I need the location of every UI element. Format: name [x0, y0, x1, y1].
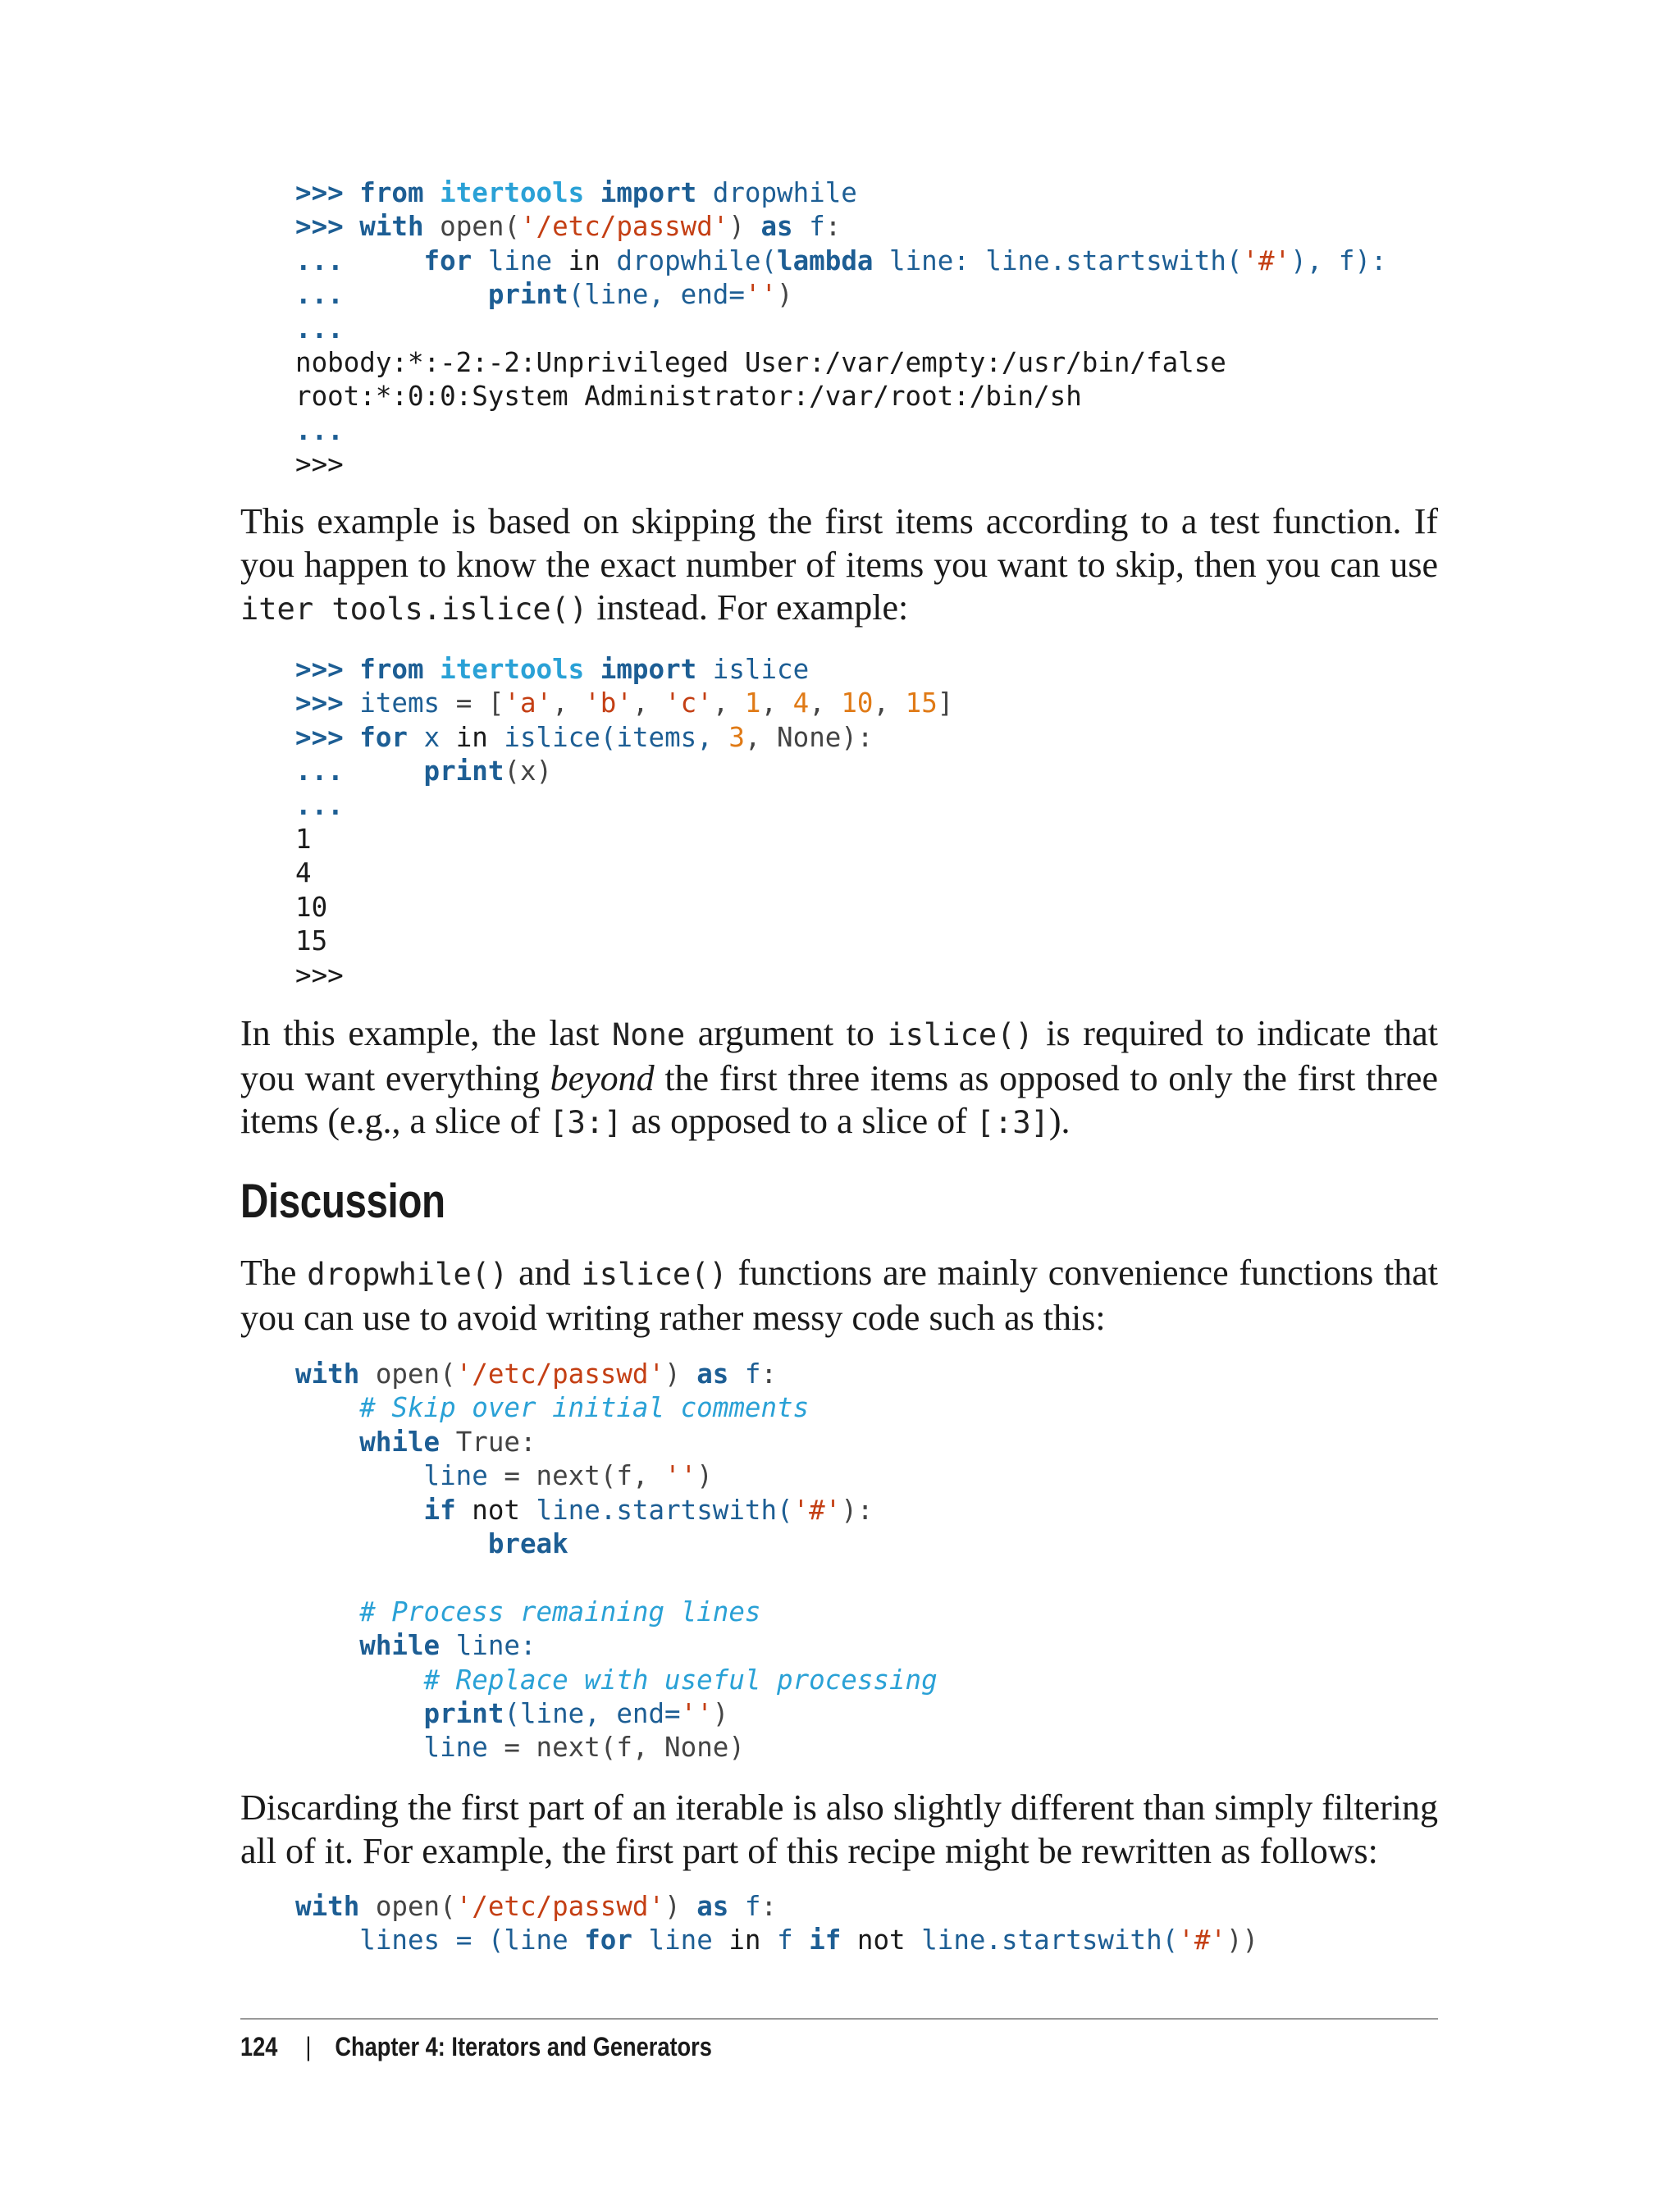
code-token: 'a'	[504, 687, 553, 719]
code-line	[295, 244, 1387, 278]
code-line	[295, 1426, 938, 1459]
code-token: 10	[841, 687, 874, 719]
text-run: Discarding the first part of an iterable is also slightly different than simply filtering all of it. For example, the first part of this recipe might be rewritten as follows:	[240, 1787, 1438, 1871]
text-run: the first three items as opposed to only the first three items (e.g., a slice of	[240, 1057, 1438, 1141]
code-token: f	[744, 1891, 761, 1922]
code-line	[295, 1391, 938, 1425]
code-token: ...	[295, 244, 424, 276]
code-token	[295, 1460, 424, 1491]
code-token: root:*:0:0:System Administrator:/var/root:/bin/sh	[295, 381, 1082, 413]
code-token: ,	[632, 687, 665, 719]
code-token: print	[423, 1697, 504, 1729]
code-token: with	[359, 211, 441, 243]
code-token: = next(f,	[504, 1460, 665, 1492]
code-token: line	[648, 1924, 729, 1956]
code-token: 3	[728, 721, 745, 753]
inline-code: dropwhile()	[307, 1257, 509, 1292]
code-token: not	[472, 1494, 536, 1526]
code-token: ...	[295, 279, 488, 311]
code-token: (x)	[504, 756, 553, 788]
code-token: items	[359, 687, 456, 719]
code-line	[295, 1527, 938, 1561]
code-block-islice	[295, 653, 953, 993]
code-token: >>>	[295, 449, 344, 481]
code-token: '/etc/passwd'	[455, 1891, 665, 1922]
code-token: '/etc/passwd'	[455, 1358, 665, 1390]
code-token: open(	[375, 1891, 456, 1922]
text-run: argument to	[685, 1013, 888, 1053]
code-token: >>>	[295, 654, 360, 685]
code-token: not	[856, 1924, 922, 1956]
code-token: dropwhile	[712, 177, 857, 208]
code-token: )	[712, 1697, 729, 1729]
code-line	[295, 823, 953, 856]
code-token: # Replace with useful processing	[423, 1664, 938, 1696]
inline-code: [3:]	[549, 1105, 623, 1140]
code-token: '#'	[1178, 1924, 1226, 1956]
code-line	[295, 1596, 938, 1629]
code-line	[295, 448, 1387, 482]
page-number: 124	[240, 2032, 278, 2061]
text-run: as opposed to a slice of	[622, 1101, 976, 1141]
code-token: ,	[760, 687, 793, 719]
code-line	[295, 789, 953, 823]
inline-code: islice()	[887, 1017, 1034, 1052]
code-token: f	[744, 1358, 761, 1390]
code-token	[295, 1528, 488, 1559]
text-run: This example is based on skipping the first items according to a test function. If you happen to know the exact number of items you want to skip, then you can use	[240, 501, 1438, 585]
code-token: with	[295, 1891, 376, 1922]
text-run: ).	[1048, 1101, 1071, 1141]
code-token: open(	[375, 1358, 456, 1390]
code-token	[295, 1392, 359, 1423]
code-token: line:	[455, 1630, 536, 1662]
code-line	[295, 687, 953, 720]
code-line	[295, 924, 953, 958]
code-token: 15	[905, 687, 938, 719]
paragraph-islice-intro	[240, 500, 1438, 632]
code-block-dropwhile	[295, 176, 1387, 482]
text-run: The	[240, 1253, 308, 1293]
text-run: instead. For example:	[587, 587, 909, 628]
code-token: ...	[295, 756, 424, 788]
code-token: = [	[455, 687, 504, 719]
footer-separator: |	[305, 2032, 312, 2061]
code-token: print	[423, 756, 504, 788]
code-token	[295, 1924, 359, 1956]
code-token: ):	[841, 1494, 874, 1526]
code-line	[295, 380, 1387, 413]
code-line	[295, 1494, 938, 1527]
code-token: islice	[712, 654, 810, 685]
code-token: >>>	[295, 211, 360, 243]
code-token: ''	[744, 279, 778, 311]
code-line	[295, 1697, 938, 1731]
code-token: ...	[295, 414, 344, 446]
code-token	[295, 1427, 359, 1458]
code-token: # Process remaining lines	[359, 1596, 761, 1628]
inline-code: [:3]	[975, 1105, 1049, 1140]
code-token: ))	[1226, 1924, 1259, 1956]
code-token: , None):	[744, 721, 874, 753]
code-token	[295, 1596, 359, 1628]
code-token: print	[487, 279, 568, 311]
code-token: ''	[680, 1697, 713, 1729]
code-token	[295, 1630, 359, 1661]
section-heading-discussion: Discussion	[240, 1175, 445, 1228]
code-token: :	[824, 211, 842, 243]
chapter-title: Chapter 4: Iterators and Generators	[335, 2032, 712, 2061]
code-token: islice(items,	[504, 721, 729, 753]
code-token: = next(f, None)	[504, 1732, 745, 1764]
code-line	[295, 1731, 938, 1764]
code-token: for	[584, 1924, 649, 1956]
code-token: nobody:*:-2:-2:Unprivileged User:/var/empty:/usr/bin/false	[295, 346, 1226, 378]
code-token: 15	[295, 925, 328, 957]
code-token: 4	[792, 687, 810, 719]
code-token: x	[423, 721, 456, 753]
code-token: from	[359, 177, 441, 208]
code-token	[295, 1664, 424, 1696]
code-token: line	[423, 1732, 504, 1764]
code-line	[295, 653, 953, 687]
code-token: for	[359, 721, 424, 753]
code-token: dropwhile(	[616, 244, 778, 276]
code-token: lambda	[777, 244, 890, 276]
code-token: if	[809, 1924, 857, 1956]
code-line	[295, 1629, 938, 1663]
code-token: 4	[295, 857, 312, 889]
code-token: open(	[440, 211, 520, 243]
footer-divider	[240, 2018, 1438, 2020]
inline-code: islice()	[581, 1257, 728, 1292]
code-line	[295, 1664, 938, 1697]
code-token: 'b'	[584, 687, 632, 719]
code-line	[295, 210, 1387, 244]
code-line	[295, 959, 953, 993]
code-token: line: line.startswith(	[889, 244, 1243, 276]
code-token: 1	[744, 687, 761, 719]
code-token: itertools	[440, 654, 600, 685]
code-token: '#'	[1242, 244, 1291, 276]
code-token: 10	[295, 891, 328, 923]
code-block-messy-code	[295, 1358, 938, 1765]
page-footer	[240, 2026, 712, 2067]
code-line	[295, 1890, 1258, 1924]
inline-code: None	[612, 1017, 686, 1052]
text-run: In this example, the last	[240, 1013, 613, 1053]
code-token: # Skip over initial comments	[359, 1392, 810, 1424]
code-token: ,	[873, 687, 906, 719]
emphasis: beyond	[550, 1057, 655, 1098]
code-token: line	[487, 244, 568, 276]
code-line	[295, 313, 1387, 346]
code-token: ,	[712, 687, 745, 719]
code-line	[295, 346, 1387, 380]
code-line	[295, 1561, 938, 1595]
code-line	[295, 278, 1387, 312]
code-token: break	[487, 1527, 568, 1559]
paragraph-discarding	[240, 1787, 1438, 1873]
code-token: (line, end=	[568, 279, 745, 311]
inline-code: iter tools.islice()	[240, 591, 588, 627]
code-line	[295, 856, 953, 890]
code-token: True:	[455, 1426, 536, 1458]
code-token: )	[777, 279, 793, 311]
code-token: while	[359, 1630, 456, 1662]
text-run: and	[508, 1253, 582, 1293]
code-token: ...	[295, 789, 344, 821]
code-token: >>>	[295, 687, 360, 719]
code-token: f	[809, 211, 825, 243]
code-token	[295, 1698, 424, 1729]
code-line	[295, 1924, 1258, 1957]
code-token: as	[696, 1891, 745, 1922]
code-token: as	[760, 211, 810, 243]
code-token: in	[728, 1924, 778, 1956]
code-token: while	[359, 1426, 456, 1458]
paragraph-discussion	[240, 1252, 1438, 1340]
code-token: from	[359, 654, 441, 685]
code-token	[295, 1495, 424, 1526]
code-token: line	[423, 1460, 504, 1492]
code-token: ...	[295, 313, 344, 345]
code-token: with	[295, 1358, 376, 1390]
code-token: >>>	[295, 177, 360, 208]
code-token: = (line	[455, 1924, 585, 1956]
code-line	[295, 891, 953, 924]
code-token: line.startswith(	[921, 1924, 1179, 1956]
code-token: line.startswith(	[536, 1494, 793, 1526]
code-token: 'c'	[664, 687, 713, 719]
code-token: 1	[295, 823, 312, 855]
code-token	[295, 1732, 424, 1763]
code-line	[295, 414, 1387, 448]
text-run: is required to indicate that you want everything	[240, 1013, 1439, 1098]
code-line	[295, 721, 953, 755]
code-line	[295, 1459, 938, 1493]
code-token: ]	[937, 687, 954, 719]
code-token: import	[600, 177, 713, 208]
code-token: >>>	[295, 959, 344, 991]
code-token: :	[760, 1891, 778, 1922]
code-token: (line, end=	[504, 1697, 681, 1729]
code-token: in	[455, 721, 504, 753]
code-token: f	[777, 1924, 810, 1956]
code-token: )	[728, 211, 761, 243]
code-token: '/etc/passwd'	[519, 211, 729, 243]
code-line	[295, 1358, 938, 1391]
code-token: ,	[809, 687, 842, 719]
code-token: ,	[552, 687, 585, 719]
code-token: >>>	[295, 721, 360, 753]
code-token: itertools	[440, 177, 600, 208]
code-token: '#'	[792, 1494, 842, 1526]
paragraph-none-argument	[240, 1012, 1438, 1145]
code-token: ''	[664, 1460, 697, 1492]
code-token: )	[696, 1460, 713, 1492]
code-token: ), f):	[1290, 244, 1387, 276]
text-run: functions are mainly convenience functions that you can use to avoid writing rather messy code such as this:	[240, 1253, 1439, 1338]
code-token: import	[600, 654, 713, 685]
code-token: in	[568, 244, 617, 276]
code-token: :	[760, 1358, 778, 1390]
code-token: lines	[359, 1924, 456, 1956]
code-token: as	[696, 1358, 745, 1390]
code-line	[295, 176, 1387, 210]
code-line	[295, 755, 953, 788]
code-token: )	[664, 1358, 697, 1390]
code-token: )	[664, 1891, 697, 1922]
code-token: if	[423, 1494, 472, 1526]
code-token: for	[423, 244, 488, 276]
code-block-generator-expression	[295, 1890, 1258, 1958]
